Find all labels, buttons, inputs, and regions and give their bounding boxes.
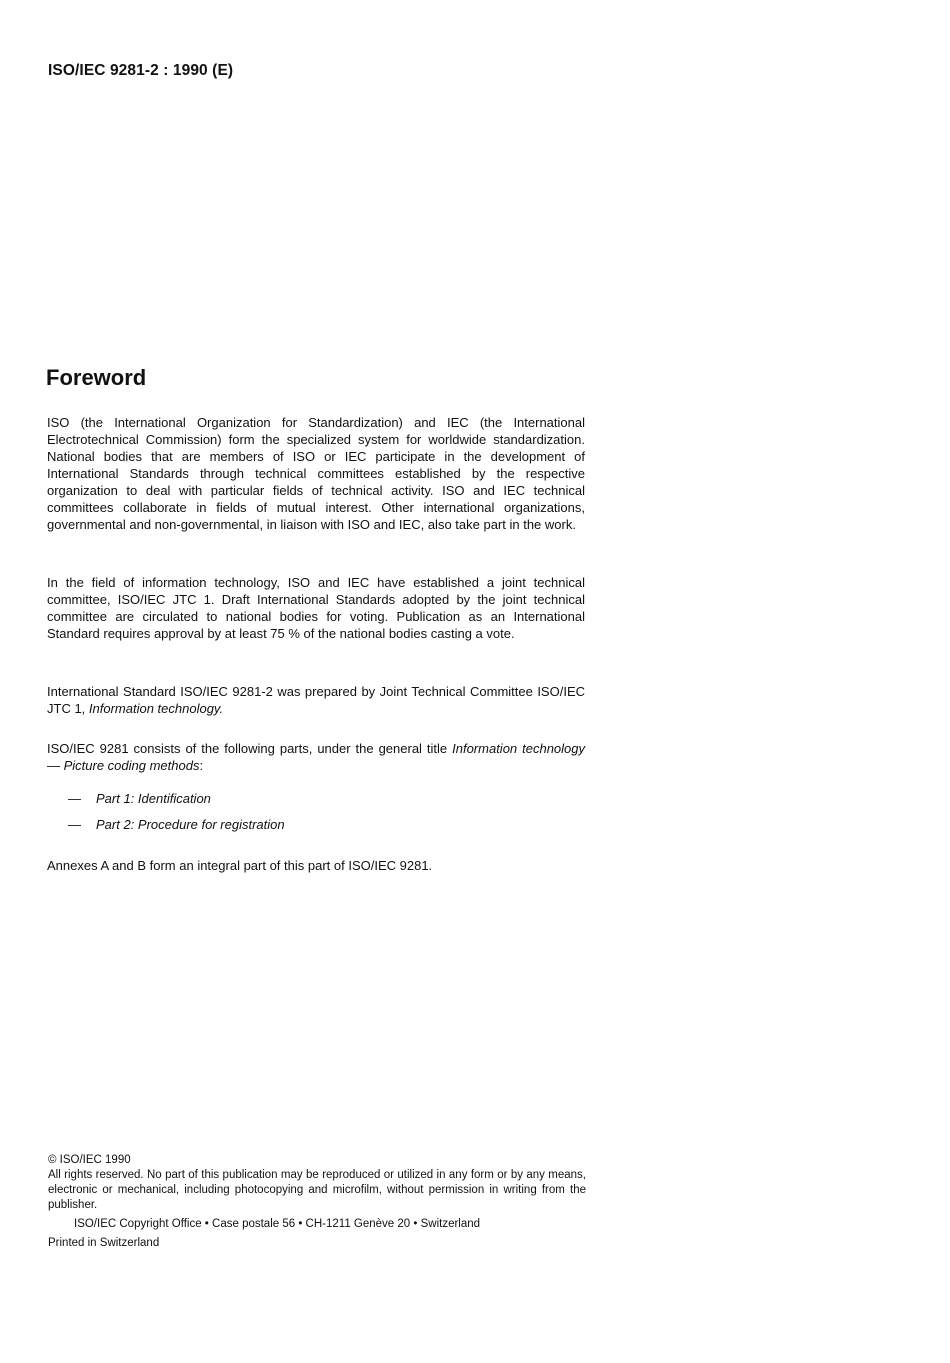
paragraph-text: ISO (the International Organization for Standardization) and IEC (the International Electrotechnical Commission) form the specialized system for worldwide standardization. National bodies that are members of ISO or IEC participate in the development of International Standards through technical committees established by the respective organization to deal with particular fields of technical activity. ISO and IEC technical committees collaborate in fields of mutual interest. Other international organizations, governmental and non-governmental, in liaison with ISO and IEC, also take part in the work. (47, 415, 585, 532)
paragraph-text: In the field of information technology, ISO and IEC have established a joint technical committee, ISO/IEC JTC 1. Draft International Standards adopted by the joint technical committee are circulated to national bodies for voting. Publication as an International Standard requires approval by at least 75 % of the national bodies casting a vote. (47, 575, 585, 641)
part-label: Part 2: Procedure for registration (96, 817, 285, 832)
list-item (68, 816, 285, 833)
paragraph-text: International Standard ISO/IEC 9281-2 was prepared by Joint Technical Committee ISO/IEC JTC 1, (47, 684, 585, 716)
copyright-notice (48, 1153, 586, 1251)
foreword-paragraph-4 (47, 740, 585, 774)
annex-statement: Annexes A and B form an integral part of this part of ISO/IEC 9281. (47, 858, 433, 873)
italic-title: Information technology — Picture coding methods (47, 741, 586, 773)
list-item (68, 790, 285, 807)
paragraph-text: ISO/IEC 9281 consists of the following parts, under the general title (47, 741, 453, 756)
italic-title: Information technology. (88, 701, 224, 716)
dash-bullet: — (68, 817, 81, 832)
document-id-header: ISO/IEC 9281-2 : 1990 (E) (48, 62, 234, 79)
copyright-line: © ISO/IEC 1990 (48, 1154, 131, 1166)
paragraph-suffix: : (199, 758, 204, 773)
foreword-paragraph-3 (47, 683, 585, 717)
parts-list (68, 790, 285, 842)
page-title: Foreword (46, 365, 147, 390)
printed-in: Printed in Switzerland (48, 1237, 160, 1249)
copyright-office-address: ISO/IEC Copyright Office • Case postale 56 • CH-1211 Genève 20 • Switzerland (74, 1218, 481, 1230)
part-label: Part 1: Identification (96, 791, 211, 806)
rights-statement: All rights reserved. No part of this publication may be reproduced or utilized in any form or by any means, electronic or mechanical, including photocopying and microfilm, without permission in writing from the publisher. (48, 1169, 586, 1211)
foreword-paragraph-2 (47, 574, 585, 642)
foreword-paragraph-1 (47, 414, 585, 533)
dash-bullet: — (68, 791, 81, 806)
